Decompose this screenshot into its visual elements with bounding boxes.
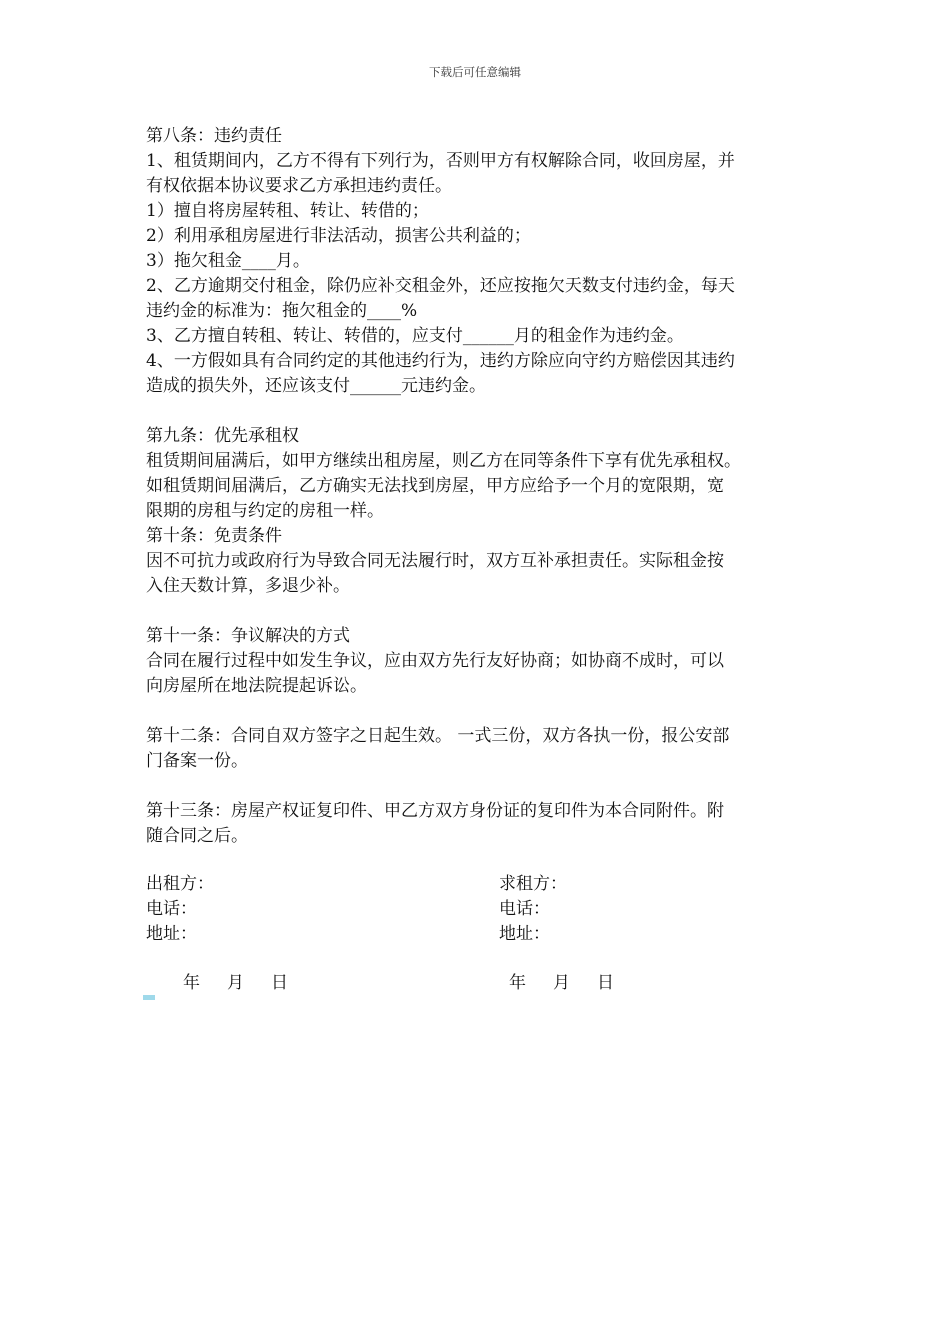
article-8-line: 1、租赁期间内，乙方不得有下列行为，否则甲方有权解除合同，收回房屋，并 — [146, 151, 735, 171]
article-8 — [146, 124, 812, 399]
article-12-line: 门备案一份。 — [146, 751, 248, 771]
tenant-phone-label: 电话： — [499, 899, 550, 919]
article-11-line: 向房屋所在地法院提起诉讼。 — [146, 676, 367, 696]
article-8-line: 3、乙方擅自转租、转让、转借的，应支付______月的租金作为违约金。 — [146, 326, 684, 346]
landlord-address-label: 地址： — [146, 924, 197, 944]
tenant-label: 求租方： — [499, 874, 567, 894]
article-8-line: 4、一方假如具有合同约定的其他违约行为，违约方除应向守约方赔偿因其违约 — [146, 351, 735, 371]
article-10-line: 因不可抗力或政府行为导致合同无法履行时，双方互补承担责任。实际租金按 — [146, 551, 724, 571]
article-8-title: 第八条：违约责任 — [146, 126, 282, 146]
signature-block — [146, 872, 812, 947]
article-8-line: 2）利用承租房屋进行非法活动，损害公共利益的； — [146, 226, 531, 246]
article-9-line: 租赁期间届满后，如甲方继续出租房屋，则乙方在同等条件下享有优先承租权。 — [146, 451, 741, 471]
article-8-line: 3）拖欠租金____月。 — [146, 251, 310, 271]
cursor-marker — [143, 995, 155, 1000]
article-11-line: 合同在履行过程中如发生争议，应由双方先行友好协商；如协商不成时，可以 — [146, 651, 724, 671]
article-8-line: 2、乙方逾期交付租金，除仍应补交租金外，还应按拖欠天数支付违约金，每天 — [146, 276, 735, 296]
article-11-title: 第十一条：争议解决的方式 — [146, 626, 350, 646]
article-8-line: 1）擅自将房屋转租、转让、转借的； — [146, 201, 429, 221]
article-10-title: 第十条：免责条件 — [146, 526, 282, 546]
article-13 — [146, 799, 812, 849]
article-8-line: 造成的损失外，还应该支付______元违约金。 — [146, 376, 486, 396]
article-13-line: 第十三条：房屋产权证复印件、甲乙方双方身份证的复印件为本合同附件。附 — [146, 801, 724, 821]
article-10-line: 入住天数计算，多退少补。 — [146, 576, 350, 596]
article-10 — [146, 524, 812, 599]
landlord-date: 年 月 日 — [183, 973, 289, 993]
article-9-title: 第九条：优先承租权 — [146, 426, 299, 446]
landlord-phone-label: 电话： — [146, 899, 197, 919]
tenant-date: 年 月 日 — [509, 973, 615, 993]
article-8-line: 违约金的标准为：拖欠租金的____% — [146, 301, 418, 321]
article-9-line: 限期的房租与约定的房租一样。 — [146, 501, 384, 521]
article-8-line: 有权依据本协议要求乙方承担违约责任。 — [146, 176, 452, 196]
landlord-label: 出租方： — [146, 874, 214, 894]
contract-body — [146, 124, 812, 849]
article-12 — [146, 724, 812, 774]
article-13-line: 随合同之后。 — [146, 826, 248, 846]
article-9-line: 如租赁期间届满后，乙方确实无法找到房屋，甲方应给予一个月的宽限期，宽 — [146, 476, 724, 496]
article-12-line: 第十二条：合同自双方签字之日起生效。 一式三份，双方各执一份，报公安部 — [146, 726, 730, 746]
article-9 — [146, 424, 812, 524]
tenant-address-label: 地址： — [499, 924, 550, 944]
article-11 — [146, 624, 812, 699]
page-header: 下载后可任意编辑 — [429, 65, 521, 79]
